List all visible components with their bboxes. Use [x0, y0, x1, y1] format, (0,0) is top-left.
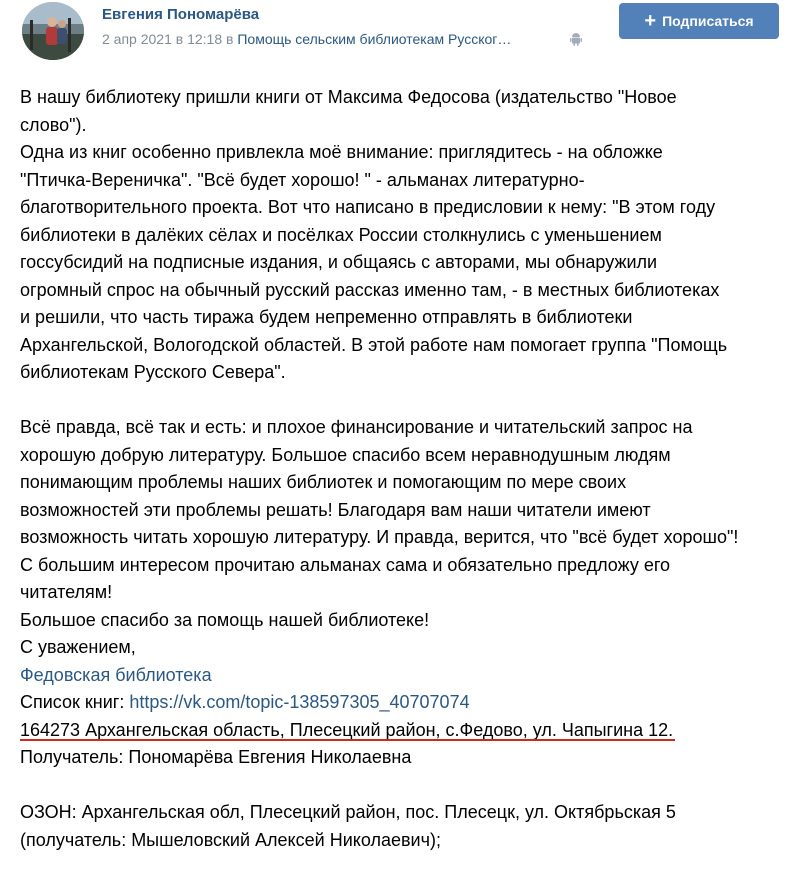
post-line: В нашу библиотеку пришли книги от Максима Федосова (издательство "Новое	[20, 87, 677, 107]
library-line	[20, 662, 790, 690]
recipient-line: Получатель: Пономарёва Евгения Николаевна	[20, 747, 412, 767]
paragraph-gap	[20, 387, 790, 415]
post-line: Одна из книг особенно привлекла моё внимание: приглядитесь - на обложке	[20, 142, 663, 162]
post-line: огромный спрос на обычный русский рассказ именно там, - в местных библиотеках	[20, 279, 720, 300]
post-line: возможностей эти проблемы решать! Благодаря вам наши читатели имеют	[20, 499, 651, 520]
address-text: 164273 Архангельская область, Плесецкий район, с.Федово, ул. Чапыгина 12.	[20, 719, 674, 740]
books-url-link[interactable]: https://vk.com/topic-138597305_40707074	[129, 692, 470, 712]
post-line: читателям!	[20, 582, 113, 602]
post-line: библиотекам Русского Севера".	[20, 362, 286, 382]
avatar[interactable]	[22, 2, 84, 60]
post-line: хорошую добрую литературу. Большое спасибо всем неравнодушным людям	[20, 444, 671, 465]
post-line: "Птичка-Вереничка". "Всё будет хорошо! " - альманах литературно-	[20, 169, 585, 190]
post-line: Всё правда, всё так и есть: и плохое финансирование и читательский запрос на	[20, 417, 693, 437]
post-line: слово").	[20, 114, 87, 135]
group-link[interactable]: Помощь сельским библиотекам Русског…	[237, 31, 512, 47]
post-line: Архангельской, Вологодской областей. В этой работе нам помогает группа "Помощь	[20, 334, 728, 355]
post-line: библиотеки в далёких сёлах и посёлках России столкнулись с уменьшением	[20, 224, 662, 245]
plus-icon: +	[644, 10, 657, 32]
post-header	[0, 0, 806, 72]
post-line: госсубсидий на подписные издания, и общаясь с авторами, мы обнаружили	[20, 252, 658, 272]
android-icon	[569, 32, 583, 46]
post-line: Большое спасибо за помощь нашей библиотеке!	[20, 609, 430, 630]
post-line: благотворительного проекта. Вот что написано в предисловии к нему: "В этом году	[20, 197, 716, 217]
author-name[interactable]: Евгения Пономарёва	[102, 6, 260, 23]
red-underline	[20, 739, 675, 741]
post-line: понимающим проблемы наших библиотек и помогающим по мере своих	[20, 472, 627, 492]
subscribe-button[interactable]	[619, 3, 779, 39]
ozon-line: (получатель: Мышеловский Алексей Николаевич);	[20, 829, 441, 850]
meta-preposition: в	[226, 31, 238, 47]
post-line: С уважением,	[20, 637, 136, 657]
ozon-line: ОЗОН: Архангельская обл, Плесецкий район, пос. Плесецк, ул. Октябрьская 5	[20, 802, 676, 822]
library-link[interactable]: Федовская библиотека	[20, 664, 212, 685]
books-label: Список книг:	[20, 692, 125, 712]
post-line: С большим интересом прочитаю альманах сама и обязательно предложу его	[20, 554, 671, 575]
post-text	[20, 84, 790, 854]
address-line	[20, 717, 673, 745]
post-meta	[102, 31, 511, 47]
paragraph-gap	[20, 772, 790, 800]
post-date[interactable]: 2 апр 2021 в 12:18	[102, 31, 223, 47]
subscribe-label: Подписаться	[662, 13, 754, 29]
books-line	[20, 689, 790, 717]
post-line: и решили, что часть тиража будем непременно отправлять в библиотеки	[20, 307, 633, 327]
post-line: возможность читать хорошую литературу. И правда, верится, что "всё будет хорошо"!	[20, 527, 739, 547]
address-row	[20, 717, 790, 745]
